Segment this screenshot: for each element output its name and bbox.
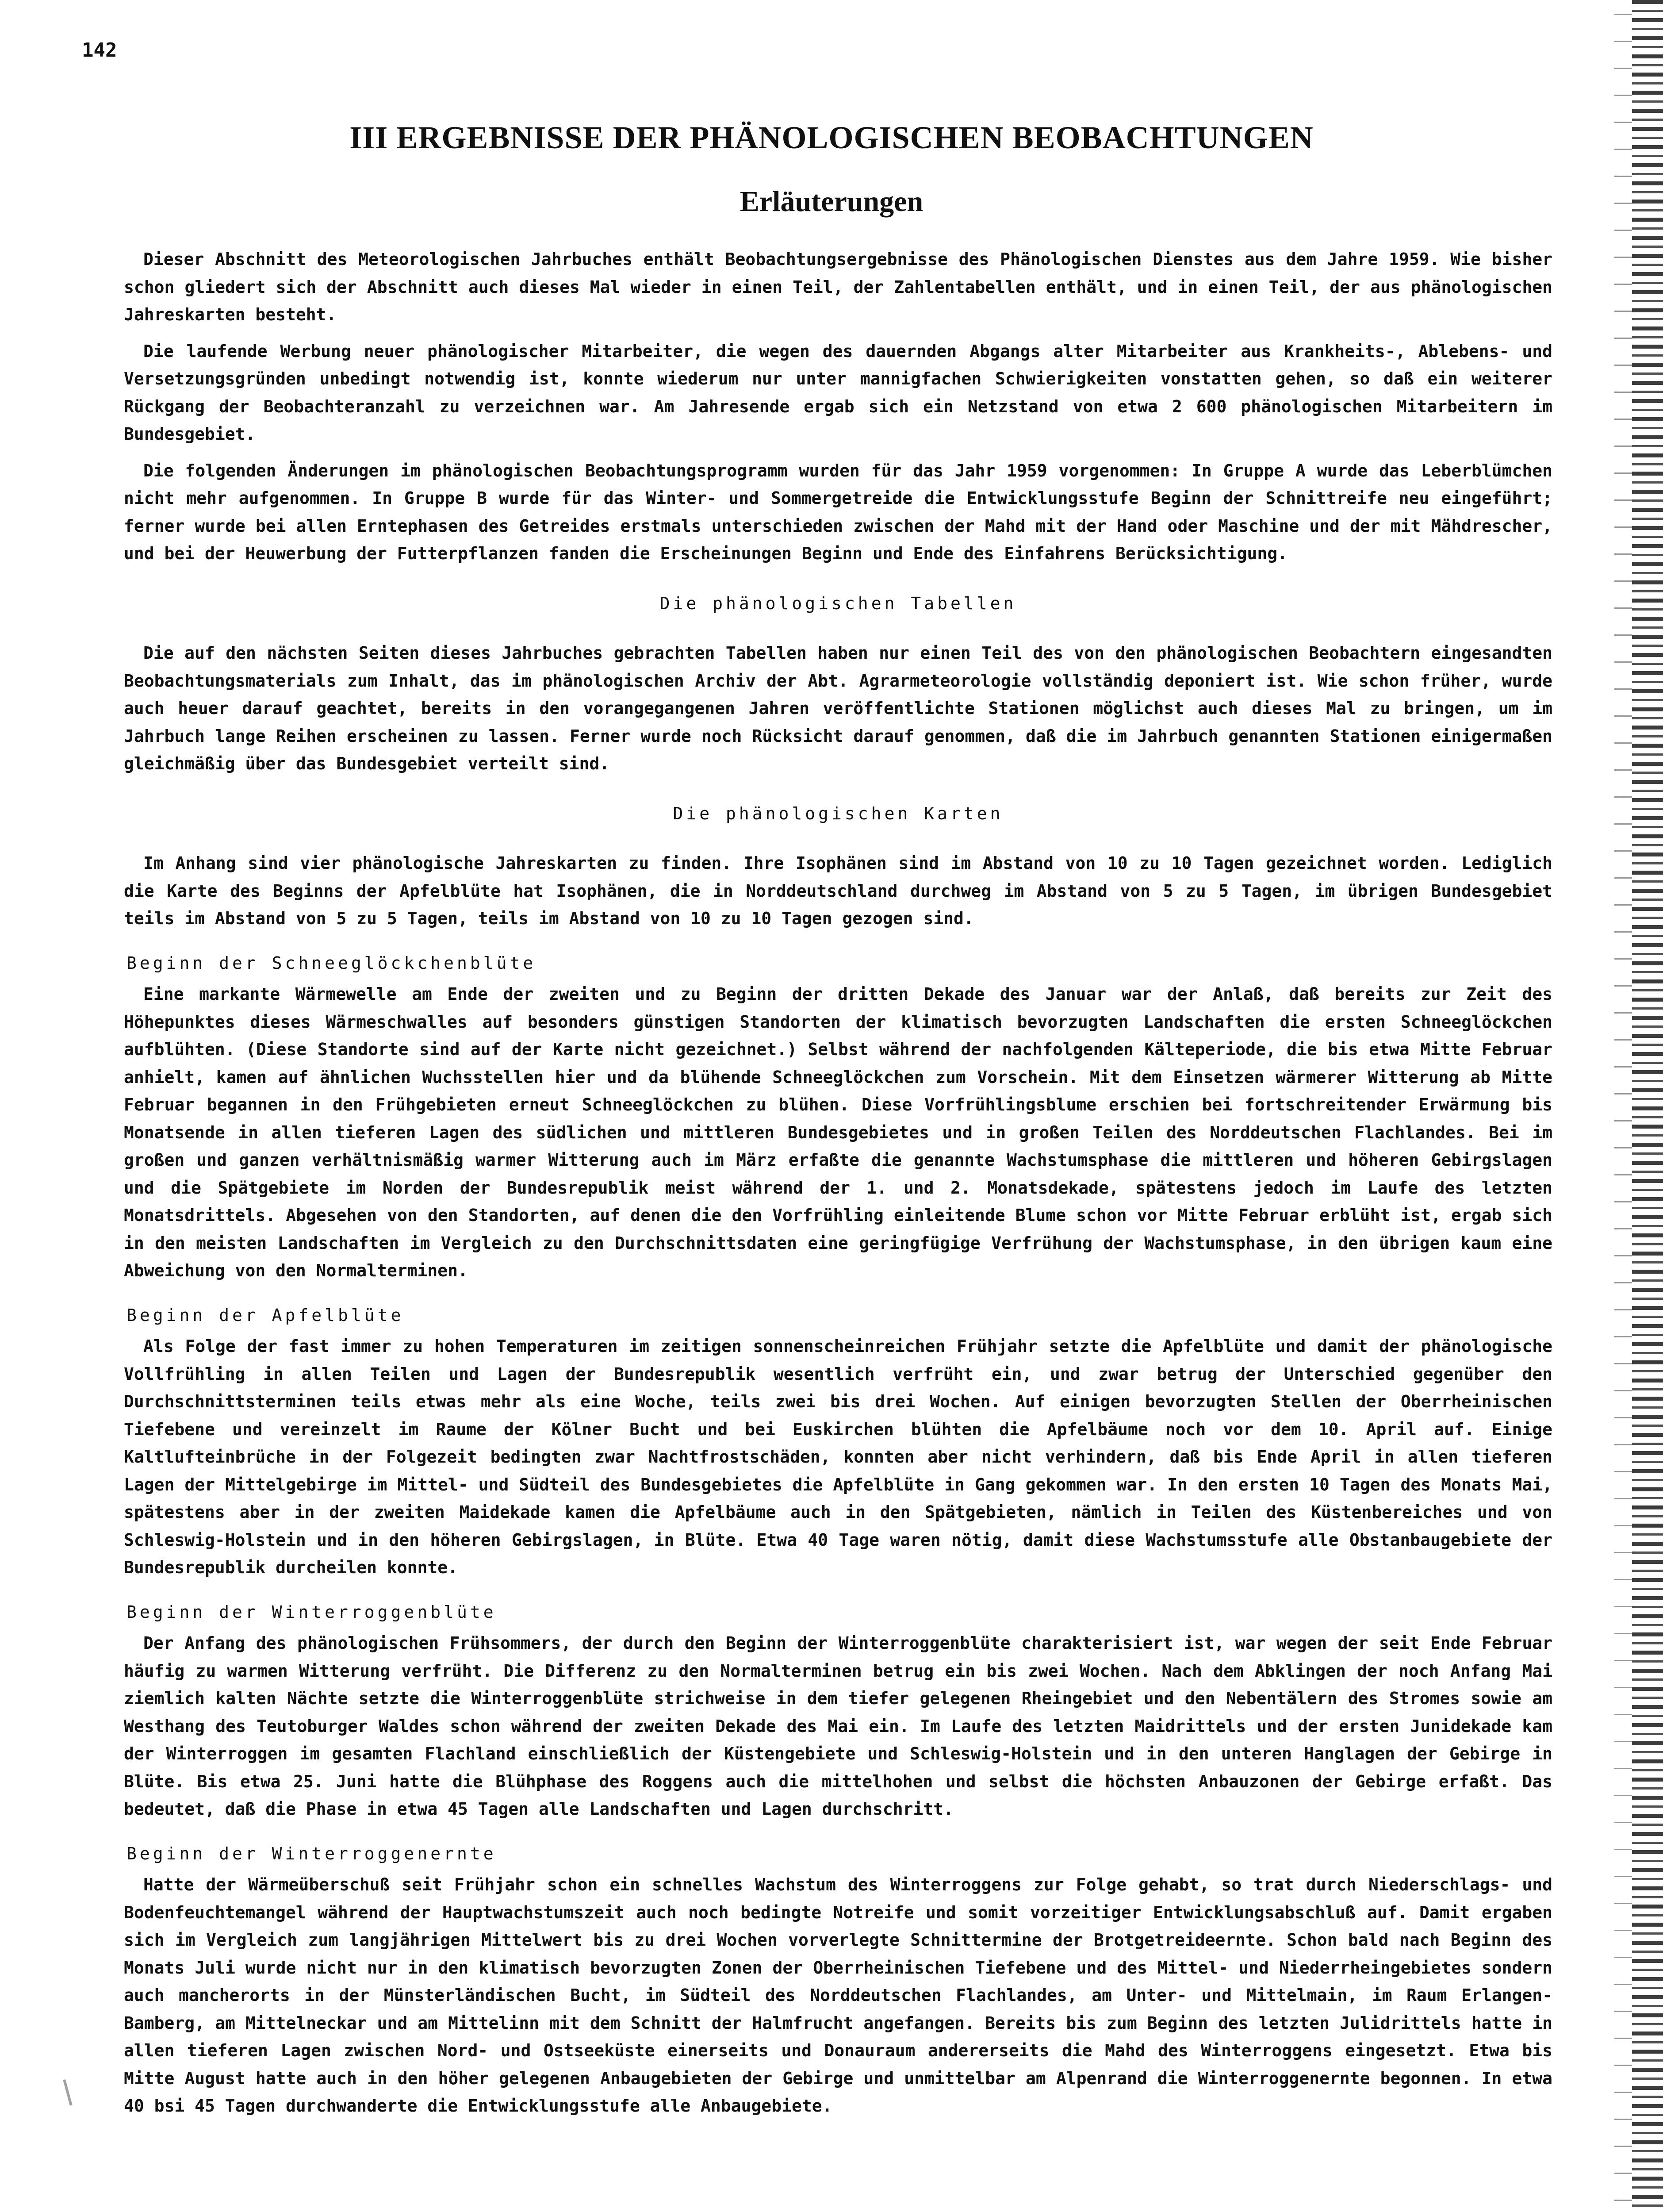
intro-paragraph-3: Die folgenden Änderungen im phänologischen Beobachtungsprogramm wurden für das Jahr 1959 vorgenommen: In Gruppe A wurde das Leberblümchen nicht mehr aufgenommen. In Gruppe B wurde für das Winter- und Sommergetreide die Entwicklungsstufe Beginn der Schnittreife neu eingeführt; ferner wurde bei allen Erntephasen des Getreides erstmals unterschieden zwischen der Mahd mit der Hand oder Maschine und der mit Mähdrescher, und bei der Heuwerbung der Futterpflanzen fanden die Erscheinungen Beginn und Ende des Einfahrens Berücksichtigung. — [124, 461, 1552, 563]
scan-speck — [63, 2079, 72, 2106]
page-subtitle: Erläuterungen — [740, 185, 923, 218]
section-paragraph-tabellen: Die auf den nächsten Seiten dieses Jahrbuches gebrachten Tabellen haben nur einen Teil des von den phänologischen Beobachtern eingesandten Beobachtungsmaterials zum Inhalt, das im phänologischen Archiv der Abt. Agrarmeteorologie vollständig deponiert ist. Wie schon früher, wurde auch heuer darauf geachtet, bereits in den vorangegangenen Jahren veröffentlichte Stationen möglichst auch dieses Mal zu bringen, um im Jahrbuch lange Reihen erscheinen zu lassen. Ferner wurde noch Rücksicht darauf genommen, daß die im Jahrbuch genannten Stationen einigermaßen gleichmäßig über das Bundesgebiet verteilt sind. — [124, 643, 1552, 773]
page-title: III ERGEBNISSE DER PHÄNOLOGISCHEN BEOBACHTUNGEN — [349, 120, 1314, 155]
subsection-heading-winterroggenernte: Beginn der Winterroggenernte — [126, 1843, 497, 1863]
subsection-paragraph-schneegloeckchen: Eine markante Wärmewelle am Ende der zweiten und zu Beginn der dritten Dekade des Januar war der Anlaß, daß bereits zur Zeit des Höhepunktes dieses Wärmeschwalles auf besonders günstigen Standorten der klimatisch bevorzugten Landschaften die ersten Schneeglöckchen aufblühten. (Diese Standorte sind auf der Karte nicht gezeichnet.) Selbst während der nachfolgenden Kälteperiode, die bis etwa Mitte Februar anhielt, kamen auf ähnlichen Wuchsstellen hier und da blühende Schneeglöckchen zum Vorschein. Mit dem Einsetzen wärmerer Witterung ab Mitte Februar begannen in den Frühgebieten erneut Schneeglöckchen zu blühen. Diese Vorfrühlingsblume erschien bei fortschreitender Erwärmung bis Monatsende in allen tieferen Lagen des südlichen und mittleren Bundesgebietes und in großen Teilen des Norddeutschen Flachlandes. Bei im großen und ganzen verhältnismäßig warmer Witterung auch im März erfaßte die genannte Wachstumsphase die mittleren und höheren Gebirgslagen und die Spätgebiete im Norden der Bundesrepublik meist während der 1. und 2. Monatsdekade, spätestens jedoch im Laufe des letzten Monatsdrittels. Abgesehen von den Standorten, auf denen die den Vorfrühling einleitende Blume schon vor Mitte Februar erblüht ist, ergab sich in den meisten Landschaften im Vergleich zu den Durchschnittsdaten eine geringfügige Verfrühung der Wachstumsphase, in den übrigen kaum eine Abweichung von den Normalterminen. — [124, 984, 1552, 1280]
subsection-heading-schneegloeckchen: Beginn der Schneeglöckchenblüte — [126, 953, 536, 973]
section-heading-tabellen: Die phänologischen Tabellen — [659, 593, 1017, 613]
page-number: 142 — [82, 39, 117, 61]
section-heading-karten: Die phänologischen Karten — [673, 803, 1004, 823]
subsection-heading-winterroggenbluete: Beginn der Winterroggenblüte — [126, 1602, 497, 1622]
scan-edge-shadow — [1614, 0, 1632, 2212]
subsection-heading-apfelbluete: Beginn der Apfelblüte — [126, 1305, 404, 1325]
subsection-paragraph-apfelbluete: Als Folge der fast immer zu hohen Temperaturen im zeitigen sonnenscheinreichen Frühjahr setzte die Apfelblüte und damit der phänologische Vollfrühling in allen Teilen und Lagen der Bundesrepublik wesentlich verfrüht ein, und zwar betrug der Unterschied gegenüber den Durchschnittsterminen teils etwas mehr als eine Woche, teils zwei bis drei Wochen. Auf einigen bevorzugten Stellen der Oberrheinischen Tiefebene und vereinzelt im Raume der Kölner Bucht und bei Euskirchen blühten die Apfelbäume noch vor dem 10. April auf. Einige Kaltlufteinbrüche in der Folgezeit bedingten zwar Nachtfrostschäden, konnten aber nicht verhindern, daß bis Ende April in allen tieferen Lagen der Mittelgebirge im Mittel- und Südteil des Bundesgebietes die Apfelblüte in Gang gekommen war. In den ersten 10 Tagen des Monats Mai, spätestens aber in der zweiten Maidekade kamen die Apfelbäume auch in den Spätgebieten, nämlich in Teilen des Küstenbereiches und von Schleswig-Holstein und in den höheren Gebirgslagen, in Blüte. Etwa 40 Tage waren nötig, damit diese Wachstumsstufe alle Obstanbaugebiete der Bundesrepublik durcheilen konnte. — [124, 1336, 1552, 1577]
subsection-paragraph-winterroggenernte: Hatte der Wärmeüberschuß seit Frühjahr schon ein schnelles Wachstum des Winterroggens zur Folge gehabt, so trat durch Niederschlags- und Bodenfeuchtemangel während der Hauptwachstumszeit auch noch bedingte Notreife und somit vorzeitiger Entwicklungsabschluß auf. Damit ergaben sich im Vergleich zum langjährigen Mittelwert bis zu drei Wochen vorverlegte Schnittermine der Brotgetreideernte. Schon bald nach Beginn des Monats Juli wurde nicht nur in den klimatisch bevorzugten Zonen der Oberrheinischen Tiefebene und des Mittel- und Niederrheingebietes sondern auch mancherorts in der Münsterländischen Bucht, im Südteil des Norddeutschen Flachlandes, am Unter- und Mittelmain, im Raum Erlangen-Bamberg, am Mittelneckar und am Mittelinn mit dem Schnitt der Halmfrucht angefangen. Bereits bis zum Beginn des letzten Julidrittels hatte in allen tieferen Lagen zwischen Nord- und Ostseeküste einerseits und Donauraum andererseits die Mahd des Winterroggens eingesetzt. Etwa bis Mitte August hatte auch in den höher gelegenen Anbaugebieten der Gebirge und unmittelbar am Alpenrand die Winterroggenernte begonnen. In etwa 40 bsi 45 Tagen durchwanderte die Entwicklungsstufe alle Anbaugebiete. — [124, 1875, 1552, 2116]
intro-paragraph-1: Dieser Abschnitt des Meteorologischen Jahrbuches enthält Beobachtungsergebnisse des Phänologischen Dienstes aus dem Jahre 1959. Wie bisher schon gliedert sich der Abschnitt auch dieses Mal wieder in einen Teil, der Zahlentabellen enthält, und in einen Teil, der aus phänologischen Jahreskarten besteht. — [124, 250, 1552, 324]
subsection-paragraph-winterroggenbluete: Der Anfang des phänologischen Frühsommers, der durch den Beginn der Winterroggenblüte charakterisiert ist, war wegen der seit Ende Februar häufig zu warmen Witterung verfrüht. Die Differenz zu den Normalterminen betrug ein bis zwei Wochen. Nach dem Abklingen der noch Anfang Mai ziemlich kalten Nächte setzte die Winterroggenblüte strichweise in dem tiefer gelegenen Rheingebiet und den Nebentälern des Stromes sowie am Westhang des Teutoburger Waldes schon während der zweiten Dekade des Mai ein. Im Laufe des letzten Maidrittels und der ersten Junidekade kam der Winterroggen im gesamten Flachland einschließlich der Küstengebiete und Schleswig-Holstein und in den unteren Hanglagen der Gebirge in Blüte. Bis etwa 25. Juni hatte die Blühphase des Roggens auch die mittelhohen und selbst die höchsten Anbauzonen der Gebirge erfaßt. Das bedeutet, daß die Phase in etwa 45 Tagen alle Landschaften und Lagen durchschritt. — [124, 1633, 1552, 1819]
section-paragraph-karten: Im Anhang sind vier phänologische Jahreskarten zu finden. Ihre Isophänen sind im Abstand von 10 zu 10 Tagen gezeichnet worden. Lediglich die Karte des Beginns der Apfelblüte hat Isophänen, die in Norddeutschland durchweg im Abstand von 5 zu 5 Tagen, im übrigen Bundesgebiet teils im Abstand von 5 zu 5 Tagen, teils im Abstand von 10 zu 10 Tagen gezogen sind. — [124, 853, 1552, 928]
intro-paragraph-2: Die laufende Werbung neuer phänologischer Mitarbeiter, die wegen des dauernden Abgangs alter Mitarbeiter aus Krankheits-, Ablebens- und Versetzungsgründen unbedingt notwendig ist, konnte wiederum nur unter mannigfachen Schwierigkeiten vonstatten gehen, so daß ein weiterer Rückgang der Beobachteranzahl zu verzeichnen war. Am Jahresende ergab sich ein Netzstand von etwa 2 600 phänologischen Mitarbeitern im Bundesgebiet. — [124, 341, 1552, 444]
body-text — [124, 246, 1552, 2129]
scan-edge-artifact — [1632, 0, 1663, 2212]
